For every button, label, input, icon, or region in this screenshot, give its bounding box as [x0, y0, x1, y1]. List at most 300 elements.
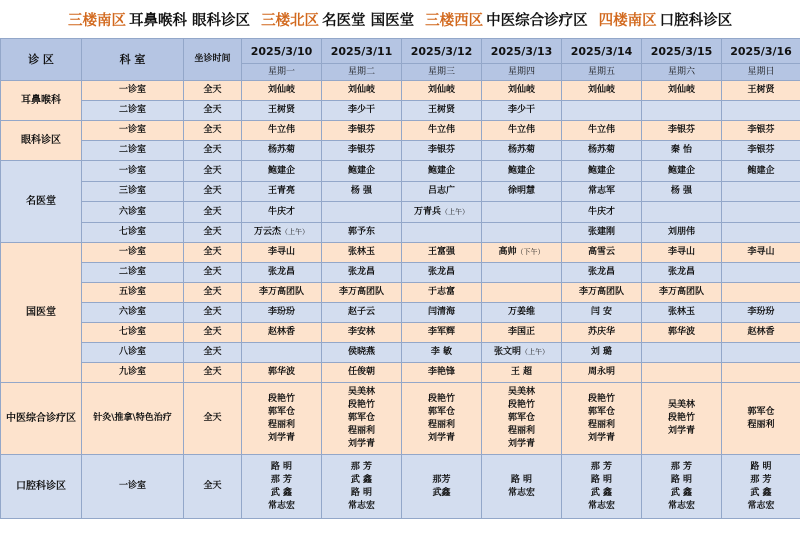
- doctor-cell: [242, 455, 322, 519]
- doctor-cell: [562, 182, 642, 202]
- time-cell: 全天: [184, 263, 242, 283]
- doctor-name: 杨苏菊: [587, 145, 615, 155]
- doctor-cell: [402, 202, 482, 223]
- doctor-name: 郭军仓: [507, 413, 535, 423]
- doctor-name: 郭华波: [667, 327, 695, 337]
- doctor-cell: [482, 283, 562, 303]
- doctor-name: 高帅: [498, 247, 517, 257]
- doctor-name: 路 明: [670, 474, 693, 485]
- doctor-name: 牛庆才: [267, 206, 295, 217]
- doctor-name: 刘仙岐: [267, 85, 295, 95]
- doctor-name: 吴美林: [347, 387, 375, 397]
- doctor-cell: [322, 101, 402, 121]
- doctor-cell: [562, 303, 642, 323]
- doctor-cell: [482, 101, 562, 121]
- doctor-cell: [562, 383, 642, 455]
- room-cell: 二诊室: [82, 141, 184, 161]
- weekday-header: 星期六: [642, 64, 722, 81]
- doctor-name: 段艳竹: [267, 393, 295, 404]
- schedule-row: [1, 283, 800, 303]
- doctor-name: 刘学青: [667, 426, 695, 436]
- schedule-row: [1, 101, 800, 121]
- doctor-name: 王青亮: [267, 186, 295, 196]
- doctor-name: 武鑫: [432, 487, 451, 498]
- room-cell: 六诊室: [82, 303, 184, 323]
- doctor-name: 路 明: [750, 461, 772, 472]
- time-cell: 全天: [184, 121, 242, 141]
- doctor-cell: [722, 455, 800, 519]
- doctor-cell: [642, 263, 722, 283]
- schedule-row: [1, 202, 800, 223]
- doctor-name: 路 明: [270, 461, 293, 472]
- doctor-cell: [242, 141, 322, 161]
- schedule-row: [1, 223, 800, 243]
- doctor-cell: [482, 303, 562, 323]
- doctor-cell: [642, 101, 722, 121]
- doctor-name: 徐明慧: [507, 186, 535, 196]
- doctor-name: 鲍建企: [747, 165, 775, 176]
- doctor-name: 于志富: [427, 287, 455, 297]
- doctor-cell: [642, 303, 722, 323]
- doctor-name: 那 芳: [670, 461, 693, 472]
- doctor-cell: [642, 455, 722, 519]
- doctor-name: 李玢玢: [747, 307, 775, 317]
- doctor-cell: [642, 182, 722, 202]
- header-area: 诊 区: [1, 39, 82, 81]
- doctor-name: 李银芬: [667, 125, 695, 135]
- doctor-name: 李万高团队: [578, 287, 624, 297]
- doctor-cell: [642, 283, 722, 303]
- doctor-name: 牛庆才: [587, 206, 615, 217]
- doctor-cell: [242, 182, 322, 202]
- banner-highlight: 三楼北区: [261, 12, 320, 29]
- doctor-name: 程丽利: [267, 419, 295, 430]
- doctor-name: 牛立伟: [427, 125, 455, 135]
- doctor-cell: [482, 263, 562, 283]
- doctor-cell: [722, 383, 800, 455]
- date-header: 2025/3/12: [402, 39, 482, 64]
- area-cell: 中医综合诊疗区: [1, 383, 82, 455]
- doctor-name: 武 鑫: [350, 474, 373, 485]
- banner-text: 中医综合诊疗区: [486, 12, 588, 29]
- doctor-name: 任俊朝: [347, 367, 375, 377]
- doctor-name: 刘 璐: [590, 347, 613, 357]
- doctor-cell: [482, 455, 562, 519]
- doctor-name: 李玢玢: [267, 307, 295, 317]
- doctor-name: 张林玉: [667, 307, 695, 317]
- doctor-cell: [642, 343, 722, 363]
- schedule-row: [1, 455, 800, 519]
- time-cell: 全天: [184, 81, 242, 101]
- room-cell: 三诊室: [82, 182, 184, 202]
- doctor-cell: [322, 303, 402, 323]
- doctor-name: 张建刚: [587, 227, 615, 237]
- doctor-cell: [242, 223, 322, 243]
- doctor-name: 程丽利: [587, 419, 615, 430]
- doctor-name: 张龙昌: [667, 267, 695, 277]
- doctor-name: 鲍建企: [267, 165, 295, 176]
- doctor-name: 万青兵: [413, 206, 441, 217]
- time-cell: 全天: [184, 323, 242, 343]
- doctor-cell: [642, 141, 722, 161]
- doctor-name: 张龙昌: [267, 267, 295, 277]
- doctor-cell: [242, 283, 322, 303]
- doctor-cell: [642, 161, 722, 182]
- doctor-cell: [402, 263, 482, 283]
- header-dept: 科 室: [82, 39, 184, 81]
- banner-text: 名医堂 国医堂: [322, 12, 415, 29]
- doctor-cell: [402, 121, 482, 141]
- doctor-name: 郭军仓: [747, 406, 775, 417]
- date-header: 2025/3/10: [242, 39, 322, 64]
- doctor-name: 常志宏: [347, 500, 375, 511]
- doctor-name: 赵子云: [347, 307, 375, 317]
- doctor-cell: [562, 343, 642, 363]
- time-cell: 全天: [184, 363, 242, 383]
- doctor-cell: [322, 263, 402, 283]
- doctor-name: 王 超: [510, 367, 533, 377]
- doctor-name: 路 明: [590, 474, 613, 485]
- banner-highlight: 四楼南区: [598, 12, 657, 29]
- doctor-name: 高雪云: [587, 247, 615, 257]
- room-cell: 二诊室: [82, 263, 184, 283]
- doctor-name: 杨 强: [350, 186, 373, 196]
- doctor-cell: [242, 303, 322, 323]
- room-cell: 一诊室: [82, 81, 184, 101]
- date-header: 2025/3/11: [322, 39, 402, 64]
- doctor-name: 张龙昌: [427, 267, 455, 277]
- time-cell: 全天: [184, 383, 242, 455]
- time-note: （上午）: [281, 228, 309, 236]
- doctor-cell: [722, 161, 800, 182]
- doctor-cell: [642, 383, 722, 455]
- doctor-name: 侯晓燕: [347, 347, 375, 357]
- time-cell: 全天: [184, 101, 242, 121]
- doctor-cell: [562, 141, 642, 161]
- doctor-cell: [722, 141, 800, 161]
- doctor-name: 李少干: [347, 105, 375, 115]
- doctor-name: 那 芳: [270, 474, 293, 485]
- doctor-name: 牛立伟: [507, 125, 535, 135]
- doctor-cell: [402, 323, 482, 343]
- doctor-cell: [482, 81, 562, 101]
- doctor-cell: [402, 363, 482, 383]
- doctor-name: 李军辉: [427, 327, 455, 337]
- weekday-header: 星期日: [722, 64, 800, 81]
- doctor-cell: [322, 383, 402, 455]
- area-cell: 国医堂: [1, 243, 82, 383]
- doctor-cell: [402, 223, 482, 243]
- doctor-name: 武 鑫: [270, 487, 293, 498]
- time-cell: 全天: [184, 303, 242, 323]
- schedule-row: [1, 383, 800, 455]
- doctor-name: 郭华波: [267, 367, 295, 377]
- room-cell: 七诊室: [82, 323, 184, 343]
- doctor-cell: [562, 283, 642, 303]
- time-cell: 全天: [184, 141, 242, 161]
- room-cell: 六诊室: [82, 202, 184, 223]
- doctor-cell: [642, 243, 722, 263]
- doctor-cell: [562, 243, 642, 263]
- doctor-cell: [242, 343, 322, 363]
- schedule-row: [1, 243, 800, 263]
- room-cell: 九诊室: [82, 363, 184, 383]
- doctor-name: 程丽利: [347, 426, 375, 436]
- doctor-cell: [482, 383, 562, 455]
- time-cell: 全天: [184, 343, 242, 363]
- doctor-name: 段艳竹: [667, 413, 695, 423]
- time-cell: 全天: [184, 202, 242, 223]
- weekday-header: 星期二: [322, 64, 402, 81]
- doctor-name: 那芳: [432, 474, 451, 485]
- weekday-header: 星期五: [562, 64, 642, 81]
- doctor-name: 李少干: [507, 105, 535, 115]
- doctor-cell: [642, 363, 722, 383]
- doctor-cell: [242, 383, 322, 455]
- schedule-row: [1, 81, 800, 101]
- doctor-name: 常志宏: [747, 500, 775, 511]
- time-cell: 全天: [184, 243, 242, 263]
- doctor-name: 李银芬: [347, 145, 375, 155]
- doctor-cell: [322, 243, 402, 263]
- room-cell: 五诊室: [82, 283, 184, 303]
- doctor-name: 张龙昌: [347, 267, 375, 277]
- doctor-cell: [242, 363, 322, 383]
- schedule-row: [1, 141, 800, 161]
- doctor-cell: [322, 202, 402, 223]
- doctor-cell: [722, 243, 800, 263]
- room-cell: 一诊室: [82, 121, 184, 141]
- doctor-name: 那 芳: [750, 474, 772, 485]
- doctor-name: 程丽利: [747, 419, 775, 430]
- doctor-name: 程丽利: [427, 419, 455, 430]
- banner-highlight: 三楼西区: [425, 12, 484, 29]
- doctor-name: 刘仙岐: [347, 85, 375, 95]
- doctor-name: 王树贤: [747, 85, 775, 95]
- time-cell: 全天: [184, 161, 242, 182]
- doctor-name: 秦 怡: [670, 145, 693, 155]
- doctor-cell: [482, 343, 562, 363]
- doctor-name: 闫 安: [590, 307, 613, 317]
- doctor-cell: [722, 303, 800, 323]
- doctor-name: 李寻山: [667, 247, 695, 257]
- title-banner: [0, 0, 800, 38]
- doctor-cell: [482, 121, 562, 141]
- doctor-name: 路 明: [510, 474, 533, 485]
- schedule-row: [1, 343, 800, 363]
- doctor-cell: [402, 383, 482, 455]
- schedule-row: [1, 303, 800, 323]
- doctor-name: 郭军仓: [427, 406, 455, 417]
- doctor-name: 鲍建企: [347, 165, 375, 176]
- doctor-name: 刘仙岐: [587, 85, 615, 95]
- doctor-name: 刘学青: [347, 439, 375, 449]
- doctor-cell: [562, 263, 642, 283]
- doctor-name: 李银芬: [747, 145, 775, 155]
- doctor-cell: [402, 161, 482, 182]
- doctor-name: 杨苏菊: [267, 145, 295, 155]
- date-header: 2025/3/16: [722, 39, 800, 64]
- doctor-cell: [402, 81, 482, 101]
- doctor-cell: [322, 223, 402, 243]
- area-cell: 耳鼻喉科: [1, 81, 82, 121]
- doctor-name: 常志宏: [667, 500, 695, 511]
- date-header: 2025/3/15: [642, 39, 722, 64]
- doctor-name: 李银芬: [747, 125, 775, 135]
- doctor-cell: [322, 343, 402, 363]
- doctor-cell: [722, 223, 800, 243]
- doctor-name: 郭军仓: [267, 406, 295, 417]
- doctor-name: 李银芬: [427, 145, 455, 155]
- room-cell: 七诊室: [82, 223, 184, 243]
- doctor-cell: [482, 363, 562, 383]
- doctor-name: 刘学青: [587, 432, 615, 443]
- time-note: （上午）: [441, 207, 469, 216]
- doctor-cell: [402, 455, 482, 519]
- doctor-name: 那 芳: [590, 461, 613, 472]
- time-cell: 全天: [184, 223, 242, 243]
- doctor-cell: [402, 243, 482, 263]
- doctor-cell: [562, 121, 642, 141]
- doctor-cell: [642, 202, 722, 223]
- doctor-name: 牛立伟: [267, 125, 295, 135]
- doctor-name: 段艳竹: [507, 400, 535, 410]
- doctor-cell: [642, 323, 722, 343]
- schedule-row: [1, 263, 800, 283]
- doctor-cell: [402, 182, 482, 202]
- doctor-name: 刘仙岐: [507, 85, 535, 95]
- doctor-name: 王树贤: [427, 105, 455, 115]
- doctor-name: 李安林: [347, 327, 375, 337]
- room-cell: 八诊室: [82, 343, 184, 363]
- date-header: 2025/3/14: [562, 39, 642, 64]
- doctor-cell: [562, 363, 642, 383]
- doctor-name: 李国正: [507, 327, 535, 337]
- doctor-name: 吴美林: [667, 400, 695, 410]
- doctor-cell: [722, 263, 800, 283]
- doctor-cell: [562, 161, 642, 182]
- doctor-name: 刘学青: [507, 439, 535, 449]
- doctor-cell: [322, 141, 402, 161]
- time-note: （上午）: [521, 348, 549, 356]
- doctor-cell: [322, 363, 402, 383]
- doctor-name: 李万高团队: [258, 287, 304, 297]
- doctor-cell: [242, 161, 322, 182]
- doctor-name: 张龙昌: [587, 267, 615, 277]
- time-cell: 全天: [184, 283, 242, 303]
- doctor-name: 郭军仓: [347, 413, 375, 423]
- schedule-row: [1, 363, 800, 383]
- doctor-name: 王富强: [427, 247, 455, 257]
- doctor-name: 武 鑫: [670, 487, 693, 498]
- doctor-name: 郭予东: [347, 227, 375, 237]
- doctor-name: 段艳竹: [347, 400, 375, 410]
- doctor-cell: [322, 455, 402, 519]
- doctor-cell: [722, 283, 800, 303]
- doctor-name: 刘学青: [427, 432, 455, 443]
- doctor-name: 刘朋伟: [667, 227, 695, 237]
- doctor-cell: [482, 141, 562, 161]
- doctor-cell: [482, 161, 562, 182]
- doctor-cell: [242, 323, 322, 343]
- doctor-cell: [722, 202, 800, 223]
- doctor-name: 那 芳: [350, 461, 373, 472]
- weekday-header: 星期三: [402, 64, 482, 81]
- doctor-cell: [242, 263, 322, 283]
- room-cell: 一诊室: [82, 243, 184, 263]
- doctor-name: 王树贤: [267, 105, 295, 115]
- doctor-name: 李艳锋: [427, 367, 455, 377]
- banner-highlight: 三楼南区: [68, 12, 126, 29]
- room-cell: 针灸\推拿\特色治疗: [82, 383, 184, 455]
- doctor-name: 李万高团队: [658, 287, 704, 297]
- doctor-cell: [482, 223, 562, 243]
- doctor-cell: [322, 323, 402, 343]
- doctor-name: 刘学青: [267, 432, 295, 443]
- doctor-cell: [242, 121, 322, 141]
- doctor-name: 鲍建企: [667, 165, 695, 176]
- doctor-name: 刘仙岐: [427, 85, 455, 95]
- doctor-name: 赵林香: [267, 327, 295, 337]
- doctor-name: 赵林香: [747, 327, 775, 337]
- doctor-name: 杨 强: [670, 186, 693, 196]
- schedule-row: [1, 161, 800, 182]
- doctor-name: 万姜维: [507, 307, 535, 317]
- header-time: 坐诊时间: [184, 39, 242, 81]
- area-cell: 名医堂: [1, 161, 82, 243]
- doctor-cell: [482, 182, 562, 202]
- room-cell: 一诊室: [82, 161, 184, 182]
- room-cell: 二诊室: [82, 101, 184, 121]
- doctor-name: 李 敏: [430, 347, 453, 357]
- doctor-name: 牛立伟: [587, 125, 615, 135]
- doctor-name: 武 鑫: [750, 487, 772, 498]
- doctor-cell: [562, 455, 642, 519]
- doctor-name: 闫清海: [427, 307, 455, 317]
- doctor-cell: [722, 323, 800, 343]
- doctor-cell: [322, 121, 402, 141]
- doctor-name: 李寻山: [747, 247, 775, 257]
- banner-text: 耳鼻喉科 眼科诊区: [129, 12, 251, 29]
- weekday-header: 星期四: [482, 64, 562, 81]
- doctor-name: 常志宏: [267, 500, 295, 511]
- date-header: 2025/3/13: [482, 39, 562, 64]
- doctor-name: 路 明: [350, 487, 373, 498]
- doctor-cell: [562, 202, 642, 223]
- doctor-cell: [722, 81, 800, 101]
- schedule-table: [0, 38, 800, 519]
- doctor-cell: [482, 202, 562, 223]
- doctor-cell: [322, 161, 402, 182]
- doctor-cell: [722, 343, 800, 363]
- doctor-cell: [402, 141, 482, 161]
- doctor-cell: [642, 81, 722, 101]
- doctor-name: 李万高团队: [338, 287, 384, 297]
- doctor-cell: [642, 121, 722, 141]
- doctor-cell: [562, 223, 642, 243]
- doctor-cell: [722, 182, 800, 202]
- schedule-row: [1, 182, 800, 202]
- doctor-name: 万云杰: [253, 227, 281, 237]
- doctor-cell: [242, 101, 322, 121]
- doctor-cell: [562, 101, 642, 121]
- area-cell: 口腔科诊区: [1, 455, 82, 519]
- doctor-name: 苏庆华: [587, 327, 615, 337]
- doctor-name: 段艳竹: [427, 393, 455, 404]
- doctor-cell: [402, 343, 482, 363]
- doctor-name: 程丽利: [507, 426, 535, 436]
- doctor-name: 武 鑫: [590, 487, 613, 498]
